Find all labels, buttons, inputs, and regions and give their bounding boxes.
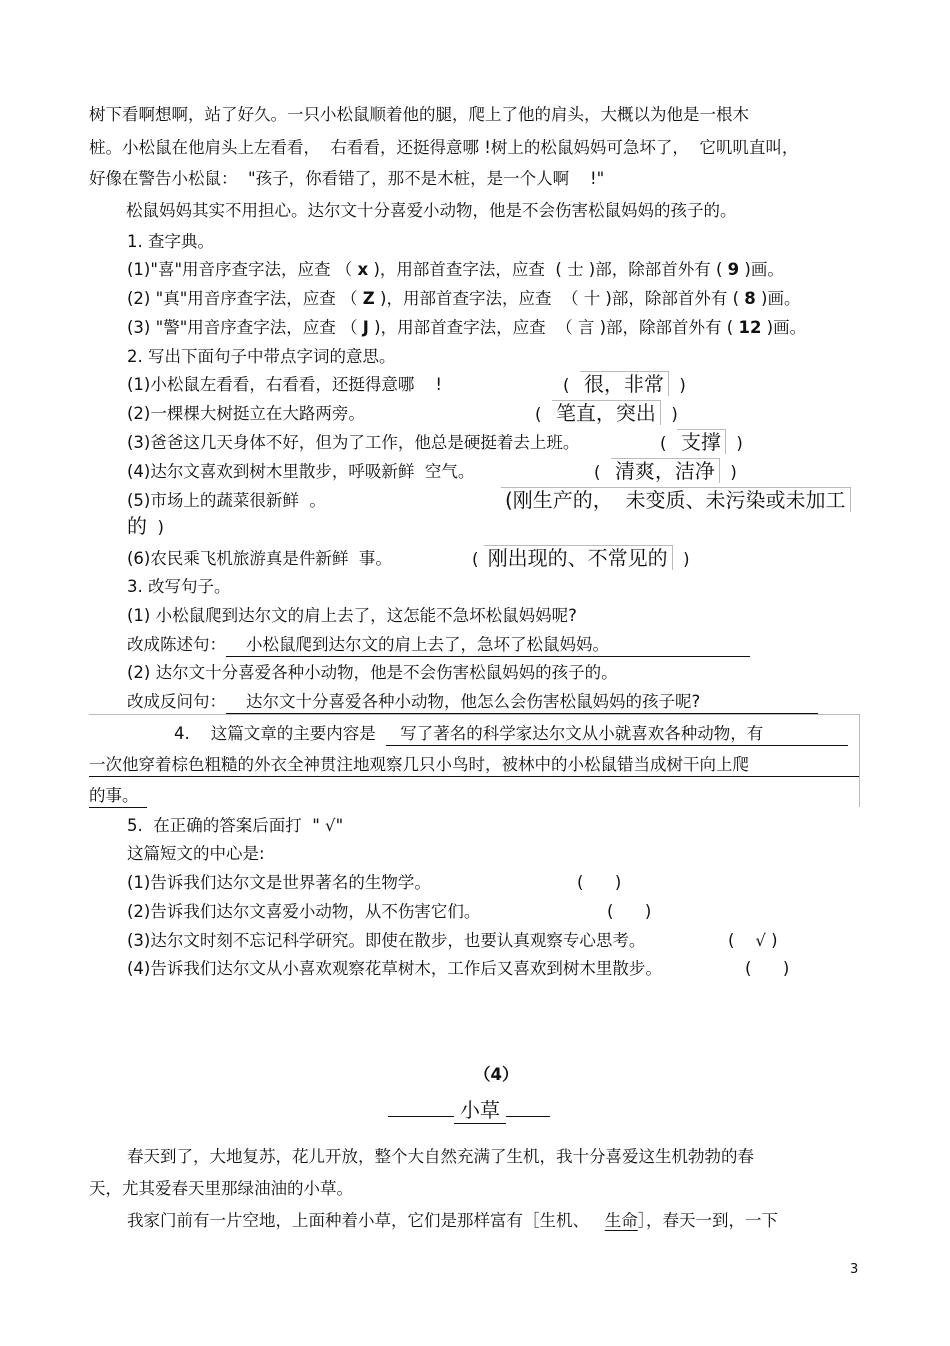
- question-2-sentence: (4)达尔文喜欢到树木里散步，呼吸新鲜 空气。: [127, 462, 475, 481]
- question-2-answer: ( 清爽，洁净 ): [594, 459, 737, 483]
- checkbox-mark: ( ): [745, 959, 790, 978]
- question-2-answer: ( 刚出现的、不常见的 ): [472, 546, 690, 570]
- question-1-row: (3) "警"用音序查字法，应查 （ J )，用部首查字法，应查 （ 言 )部，除部首外有 ( 12 )画。: [127, 318, 807, 337]
- story-text-line: 天，尤其爱春天里那绿油油的小草。: [89, 1179, 353, 1198]
- body-text-line: 桩。小松鼠在他肩头上左看看， 右看看，还挺得意哪 !树上的松鼠妈妈可急坏了， 它叽叽直叫，: [89, 138, 799, 157]
- question-4-line: 的事。: [89, 785, 147, 808]
- checkbox-mark: ( ): [577, 873, 622, 892]
- answer-box: 刚出现的、不常见的: [484, 545, 673, 570]
- question-4-box: [89, 714, 860, 807]
- question-3-sentence: (2) 达尔文十分喜爱各种小动物，他是不会伤害松鼠妈妈的孩子的。: [127, 663, 618, 682]
- question-2-sentence: (3)爸爸这几天身体不好，但为了工作，他总是硬挺着去上班。: [127, 433, 580, 452]
- answer-box: 很，非常: [580, 371, 669, 396]
- question-2-sentence: (6)农民乘飞机旅游真是件新鲜 事。: [127, 549, 392, 568]
- question-1-row: (1)"喜"用音序查字法，应查 （ x )，用部首查字法，应查 ( 士 )部，除部首外有 ( 9 )画。: [127, 260, 784, 279]
- question-2-answer: ( 笔直，突出 ): [535, 401, 678, 425]
- answer-box: (刚生产的， 未变质、未污染或未加工: [501, 487, 851, 512]
- checkbox-mark: ( √ ): [728, 931, 778, 950]
- question-2-title: 2. 写出下面句子中带点字词的意思。: [127, 347, 396, 366]
- question-5-title: 5. 在正确的答案后面打 " √": [127, 816, 344, 835]
- story-choice: 生命: [604, 1211, 638, 1230]
- question-1-title: 1. 查字典。: [127, 232, 214, 251]
- question-2-answer: [501, 487, 851, 513]
- question-2-answer: ( 支撑 ): [660, 430, 743, 454]
- question-5-option: (2)告诉我们达尔文喜爱小动物，从不伤害它们。: [127, 902, 481, 921]
- question-5-option: (3)达尔文时刻不忘记科学研究。即使在散步，也要认真观察专心思考。: [127, 931, 646, 950]
- question-3-sentence: (1) 小松鼠爬到达尔文的肩上去了，这怎能不急坏松鼠妈妈呢?: [127, 606, 577, 625]
- question-1-row: (2) "真"用音序查字法，应查 （ Z )，用部首查字法，应查 （ 十 )部，除部首外有 ( 8 )画。: [127, 289, 801, 308]
- checkbox-mark: ( ): [607, 902, 652, 921]
- question-2-sentence: (5)市场上的蔬菜很新鲜 。: [127, 491, 326, 510]
- question-5-subtitle: 这篇短文的中心是:: [127, 844, 265, 863]
- answer-box: 清爽，洁净: [611, 458, 720, 483]
- question-2-answer-continued: 的 ): [127, 514, 164, 538]
- story-text-line: 春天到了，大地复苏，花儿开放，整个大自然充满了生机，我十分喜爱这生机勃勃的春: [127, 1147, 754, 1166]
- question-2-answer: ( 很，非常 ): [563, 372, 686, 396]
- question-4-line: 一次他穿着棕色粗糙的外衣全神贯注地观察几只小鸟时，被林中的小松鼠错当成树干向上爬: [89, 754, 859, 777]
- answer-box: 笔直，突出: [552, 400, 661, 425]
- question-3-title: 3. 改写句子。: [127, 577, 231, 596]
- story-text-line: 我家门前有一片空地，上面种着小草，它们是那样富有［生机、 生命］，春天一到，一下: [127, 1211, 778, 1230]
- question-3-answer-line: 改成陈述句： 小松鼠爬到达尔文的肩上去了，急坏了松鼠妈妈。: [127, 634, 750, 657]
- question-5-option: (4)告诉我们达尔文从小喜欢观察花草树木，工作后又喜欢到树木里散步。: [127, 959, 662, 978]
- body-text-line: 树下看啊想啊，站了好久。一只小松鼠顺着他的腿，爬上了他的肩头，大概以为他是一根木: [89, 105, 749, 124]
- question-2-sentence: (1)小松鼠左看看，右看看，还挺得意哪 !: [127, 375, 442, 394]
- question-4-line: 4. 这篇文章的主要内容是 写了著名的科学家达尔文从小就喜欢各种动物，有: [174, 723, 848, 746]
- page-number: 3: [850, 1262, 859, 1277]
- answer-box: 支撑: [677, 429, 726, 454]
- question-3-answer-line: 改成反问句： 达尔文十分喜爱各种小动物，他怎么会伤害松鼠妈妈的孩子呢?: [127, 691, 818, 714]
- section-number: （4）: [474, 1065, 519, 1084]
- section-title: 小草: [388, 1097, 550, 1124]
- body-text-line: 好像在警告小松鼠： "孩子，你看错了，那不是木桩，是一个人啊 !": [89, 169, 605, 188]
- body-text-line: 松鼠妈妈其实不用担心。达尔文十分喜爱小动物，他是不会伤害松鼠妈妈的孩子的。: [126, 201, 737, 220]
- question-2-sentence: (2)一棵棵大树挺立在大路两旁。: [127, 404, 365, 423]
- question-5-option: (1)告诉我们达尔文是世界著名的生物学。: [127, 873, 431, 892]
